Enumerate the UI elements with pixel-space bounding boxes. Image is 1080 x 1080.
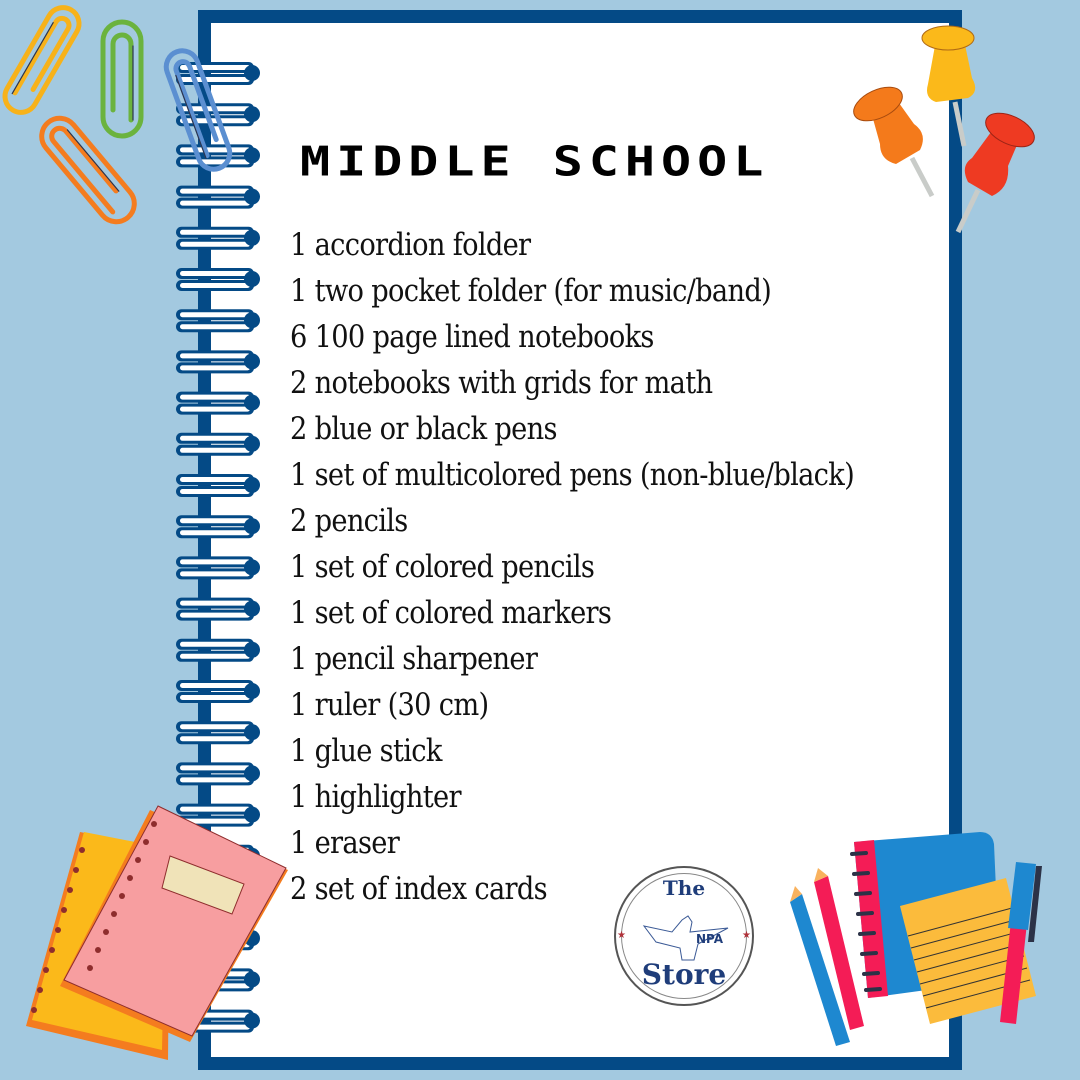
list-item: 1 glue stick [290, 733, 442, 769]
list-item: 1 ruler (30 cm) [290, 687, 489, 723]
school-supplies-icon [780, 820, 1080, 1080]
list-item: 1 two pocket folder (for music/band) [290, 273, 772, 309]
list-item: 2 set of index cards [290, 871, 547, 907]
list-item: 1 highlighter [290, 779, 461, 815]
paper-clips-icon [0, 0, 250, 230]
list-item: 1 pencil sharpener [290, 641, 538, 677]
logo-bottom-text: Store [641, 958, 727, 991]
page-title: MIDDLE SCHOOL [300, 138, 770, 186]
push-pins-icon [840, 10, 1080, 250]
list-item: 1 eraser [290, 825, 400, 861]
star-icon: ★ [617, 930, 626, 941]
orange-paperclip-icon [34, 111, 141, 229]
supply-list [290, 222, 931, 912]
list-item: 1 accordion folder [290, 227, 531, 263]
list-item: 2 pencils [290, 503, 408, 539]
red-pushpin-icon [958, 106, 1039, 232]
yellow-pushpin-icon [922, 26, 975, 146]
green-paperclip-icon [103, 22, 141, 136]
npa-store-logo [614, 866, 754, 1006]
list-item: 1 set of colored markers [290, 595, 612, 631]
list-item: 1 set of multicolored pens (non-blue/black) [290, 457, 855, 493]
spiral-notebooks-icon [0, 790, 300, 1080]
logo-top-text: The [662, 876, 706, 900]
logo-badge-text: NPA [696, 932, 724, 946]
list-item: 2 notebooks with grids for math [290, 365, 713, 401]
orange-pushpin-icon [849, 80, 932, 196]
star-icon: ★ [742, 930, 751, 941]
list-item: 1 set of colored pencils [290, 549, 595, 585]
list-item: 2 blue or black pens [290, 411, 557, 447]
yellow-paperclip-icon [0, 2, 85, 118]
blue-paperclip-icon [162, 46, 234, 173]
list-item: 6 100 page lined notebooks [290, 319, 654, 355]
